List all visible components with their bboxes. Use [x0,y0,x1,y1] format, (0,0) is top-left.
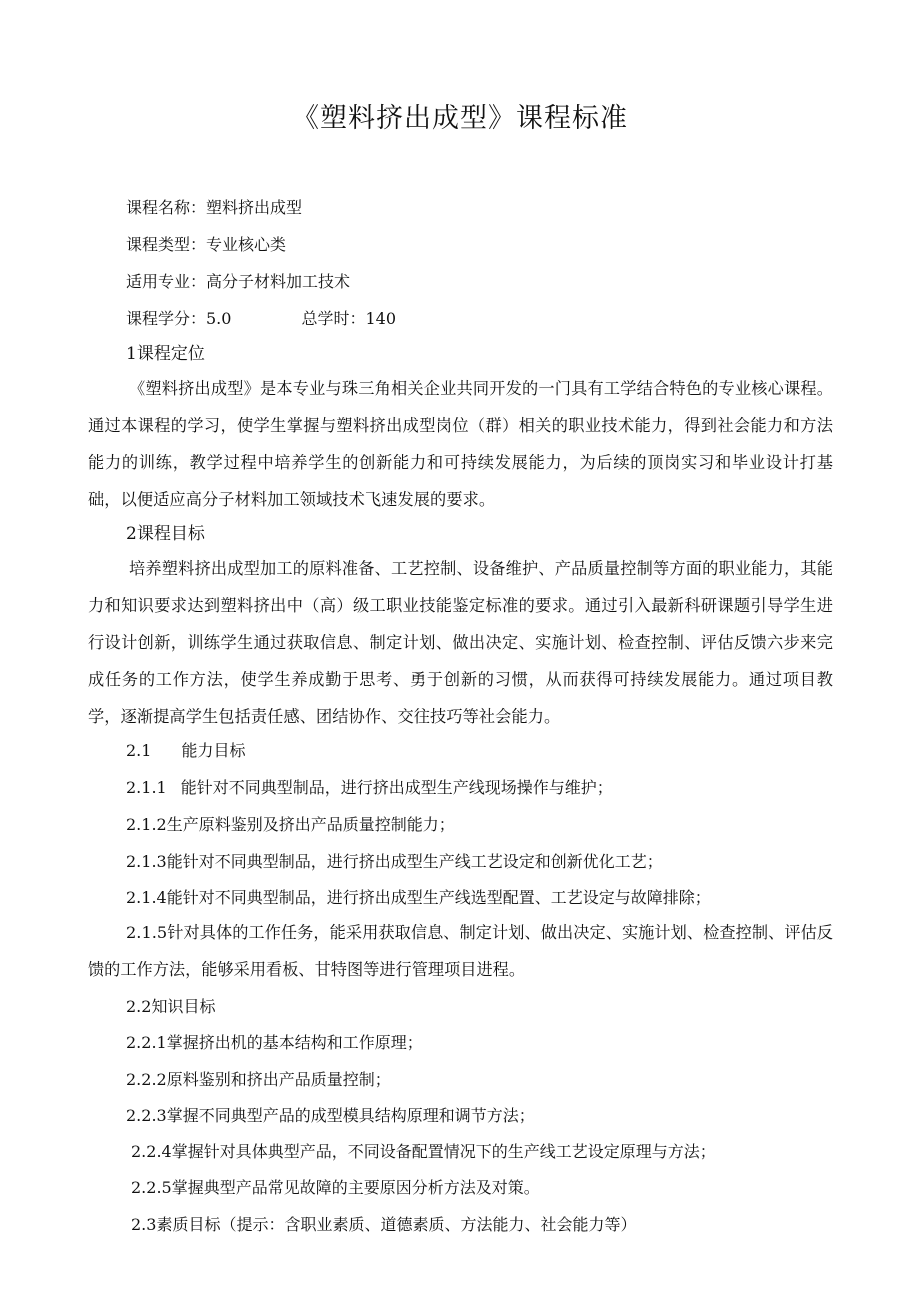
section2-paragraph: 培养塑料挤出成型加工的原料准备、工艺控制、设备维护、产品质量控制等方面的职业能力，其能力和知识要求达到塑料挤出中（高）级工职业技能鉴定标准的要求。通过引入最新科研课题引导学生进行设计创新，训练学生通过获取信息、制定计划、做出决定、实施计划、检查控制、评估反馈六步来完成任务的工作方法，使学生养成勤于思考、勇于创新的习惯，从而获得可持续发展能力。通过项目教学，逐渐提高学生包括责任感、团结协作、交往技巧等社会能力。 [88,559,833,726]
credits-hours-line [126,307,396,331]
section2-heading: 2课程目标 [126,524,205,544]
subsection-2-1-number: 2.1 [126,741,152,760]
item-2-1-1-text: 能针对不同典型制品，进行挤出成型生产线现场操作与维护； [180,778,613,797]
item-2-1-3: 2.1.3能针对不同典型制品，进行挤出成型生产线工艺设定和创新优化工艺； [126,852,663,871]
hours-text: 总学时：140 [301,309,396,328]
item-2-2-4: 2.2.4掌握针对具体典型产品，不同设备配置情况下的生产线工艺设定原理与方法； [131,1142,716,1161]
item-2-2-1: 2.2.1掌握挤出机的基本结构和工作原理； [126,1033,423,1052]
credits-text: 课程学分：5.0 [126,309,232,328]
item-2-2-5: 2.2.5掌握典型产品常见故障的主要原因分析方法及对策。 [131,1178,540,1197]
item-2-1-5: 2.1.5针对具体的工作任务，能采用获取信息、制定计划、做出决定、实施计划、检查控制、评估反馈的工作方法，能够采用看板、甘特图等进行管理项目进程。 [88,923,833,979]
item-2-1-1 [126,776,613,800]
item-2-2-3: 2.2.3掌握不同典型产品的成型模具结构原理和调节方法； [126,1106,535,1125]
course-name-line: 课程名称：塑料挤出成型 [126,198,303,217]
subsection-2-2: 2.2知识目标 [126,997,216,1016]
document-title: 《塑料挤出成型》课程标准 [292,103,628,134]
subsection-2-3: 2.3素质目标（提示：含职业素质、道德素质、方法能力、社会能力等） [131,1215,637,1234]
item-2-1-4: 2.1.4能针对不同典型制品，进行挤出成型生产线选型配置、工艺设定与故障排除； [126,888,711,907]
subsection-2-1-label: 能力目标 [181,741,246,760]
course-type-line: 课程类型：专业核心类 [126,235,287,254]
subsection-2-1 [126,739,245,763]
section1-paragraph: 《塑料挤出成型》是本专业与珠三角相关企业共同开发的一门具有工学结合特色的专业核心课程。通过本课程的学习，使学生掌握与塑料挤出成型岗位（群）相关的职业技术能力，得到社会能力和方法能力的训练，教学过程中培养学生的创新能力和可持续发展能力，为后续的顶岗实习和毕业设计打基础，以便适应高分子材料加工领域技术飞速发展的要求。 [88,379,833,509]
section1-heading: 1课程定位 [126,344,205,364]
item-2-1-2: 2.1.2生产原料鉴别及挤出产品质量控制能力； [126,815,455,834]
item-2-1-1-number: 2.1.1 [126,778,167,797]
major-line: 适用专业：高分子材料加工技术 [126,272,351,291]
item-2-2-2: 2.2.2原料鉴别和挤出产品质量控制； [126,1070,391,1089]
